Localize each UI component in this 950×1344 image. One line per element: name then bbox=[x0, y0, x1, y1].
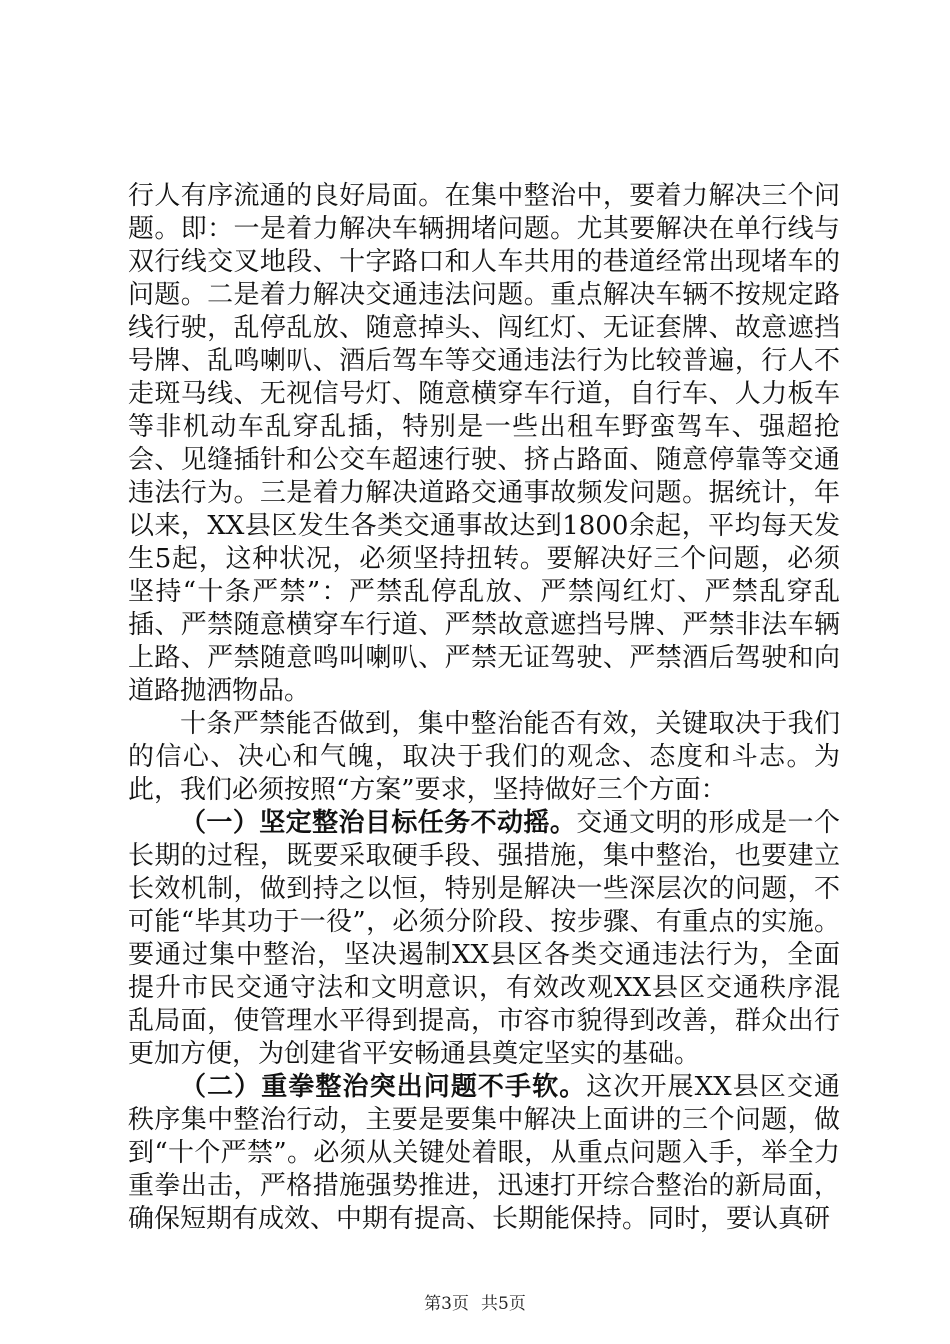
paragraph-section-two bbox=[128, 1071, 840, 1236]
paragraph-text: 行人有序流通的良好局面。在集中整治中，要着力解决三个问题。即：一是着力解决车辆拥堵问题。尤其要解决在单行线与双行线交叉地段、十字路口和人车共用的巷道经常出现堵车的问题。二是着力解决交通违法问题。重点解决车辆不按规定路线行驶，乱停乱放、随意掉头、闯红灯、无证套牌、故意遮挡号牌、乱鸣喇叭、酒后驾车等交通违法行为比较普遍，行人不走斑马线、无视信号灯、随意横穿车行道，自行车、人力板车等非机动车乱穿乱插，特别是一些出租车野蛮驾车、强超抢会、见缝插针和公交车超速行驶、挤占路面、随意停靠等交通违法行为。三是着力解决道路交通事故频发问题。据统计，年以来，XX县区发生各类交通事故达到1800余起，平均每天发生5起，这种状况，必须坚持扭转。要解决好三个问题，必须坚持“十条严禁”：严禁乱停乱放、严禁闯红灯、严禁乱穿乱插、严禁随意横穿车行道、严禁故意遮挡号牌、严禁非法车辆上路、严禁随意鸣叫喇叭、严禁无证驾驶、严禁酒后驾驶和向道路抛洒物品。 bbox=[128, 181, 840, 706]
page-total: 共5页 bbox=[481, 1294, 526, 1314]
paragraph-text: 十条严禁能否做到，集中整治能否有效，关键取决于我们的信心、决心和气魄，取决于我们的观念、态度和斗志。为此，我们必须按照“方案”要求，坚持做好三个方面： bbox=[128, 709, 840, 805]
document-body bbox=[128, 180, 840, 1236]
paragraph-traffic-problems bbox=[128, 180, 840, 708]
section-heading-two: （二）重拳整治突出问题不手软。 bbox=[180, 1072, 587, 1102]
page-footer bbox=[0, 1294, 950, 1314]
paragraph-text: 交通文明的形成是一个长期的过程，既要采取硬手段、强措施，集中整治，也要建立长效机制，做到持之以恒，特别是解决一些深层次的问题，不可能“毕其功于一役”，必须分阶段、按步骤、有重点的实施。要通过集中整治，坚决遏制XX县区各类交通违法行为，全面提升市民交通守法和文明意识，有效改观XX县区交通秩序混乱局面，使管理水平得到提高，市容市貌得到改善，群众出行更加方便，为创建省平安畅通县奠定坚实的基础。 bbox=[128, 808, 840, 1069]
paragraph-ten-prohibitions bbox=[128, 708, 840, 807]
paragraph-section-one bbox=[128, 807, 840, 1071]
section-heading-one: （一）坚定整治目标任务不动摇。 bbox=[180, 808, 577, 838]
paragraph-text: 这次开展XX县区交通秩序集中整治行动，主要是要集中解决上面讲的三个问题，做到“十个严禁”。必须从关键处着眼，从重点问题入手，举全力重拳出击，严格措施强势推进，迅速打开综合整治的新局面，确保短期有成效、中期有提高、长期能保持。同时，要认真研 bbox=[128, 1072, 840, 1234]
page-number: 第3页 bbox=[424, 1294, 469, 1314]
